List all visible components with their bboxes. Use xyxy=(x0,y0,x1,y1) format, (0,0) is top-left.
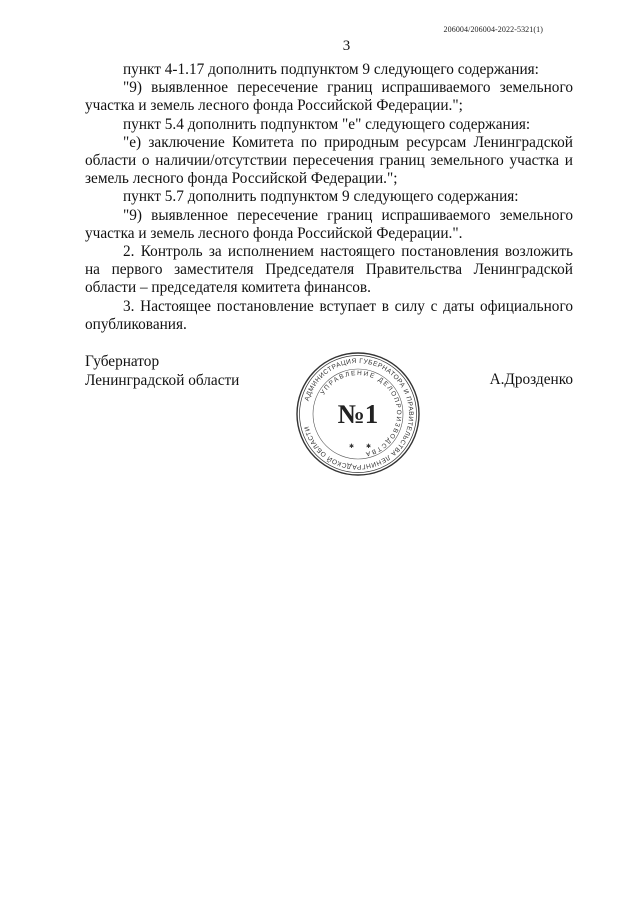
paragraph: 2. Контроль за исполнением настоящего постановления возложить на первого заместителя Председателя Правительства Ленинградской области – председателя комитета финансов. xyxy=(85,243,573,297)
paragraph: пункт 5.7 дополнить подпунктом 9 следующего содержания: xyxy=(123,188,519,206)
paragraph: "е) заключение Комитета по природным ресурсам Ленинградской области о наличии/отсутствии пересечения границ земельного участка и земель лесного фонда Российской Федерации."; xyxy=(85,133,573,188)
paragraph: "9) выявленное пересечение границ испрашиваемого земельного участка и земель лесного фонда Российской Федерации.". xyxy=(85,206,573,242)
seal-outer-text: АДМИНИСТРАЦИЯ ГУБЕРНАТОРА И ПРАВИТЕЛЬСТВА ЛЕНИНГРАДСКОЙ ОБЛАСТИ xyxy=(303,357,415,471)
paragraph: "9) выявленное пересечение границ испрашиваемого земельного участка и земель лесного фонда Российской Федерации."; xyxy=(85,79,573,115)
paragraph: 3. Настоящее постановление вступает в силу с даты официального опубликования. xyxy=(85,297,573,333)
signatory-name: А.Дрозденко xyxy=(489,371,573,388)
signatory-position xyxy=(85,353,239,390)
position-title: Губернатор xyxy=(85,353,160,370)
seal-inner-text: УПРАВЛЕНИЕ ДЕЛОПРОИЗВОДСТВА xyxy=(319,369,403,458)
page-number: 3 xyxy=(342,38,351,54)
document-id: 206004/206004-2022-5321(1) xyxy=(443,25,543,34)
seal-number: №1 xyxy=(337,399,379,429)
document-body xyxy=(85,61,573,334)
seal-star-icon: ✱ xyxy=(366,443,372,450)
seal-stamp xyxy=(294,350,422,478)
seal-star-icon: ✱ xyxy=(349,443,355,450)
position-region: Ленинградской области xyxy=(85,371,240,389)
paragraph: пункт 4-1.17 дополнить подпунктом 9 следующего содержания: xyxy=(123,61,539,78)
paragraph: пункт 5.4 дополнить подпунктом "е" следующего содержания: xyxy=(123,115,531,133)
